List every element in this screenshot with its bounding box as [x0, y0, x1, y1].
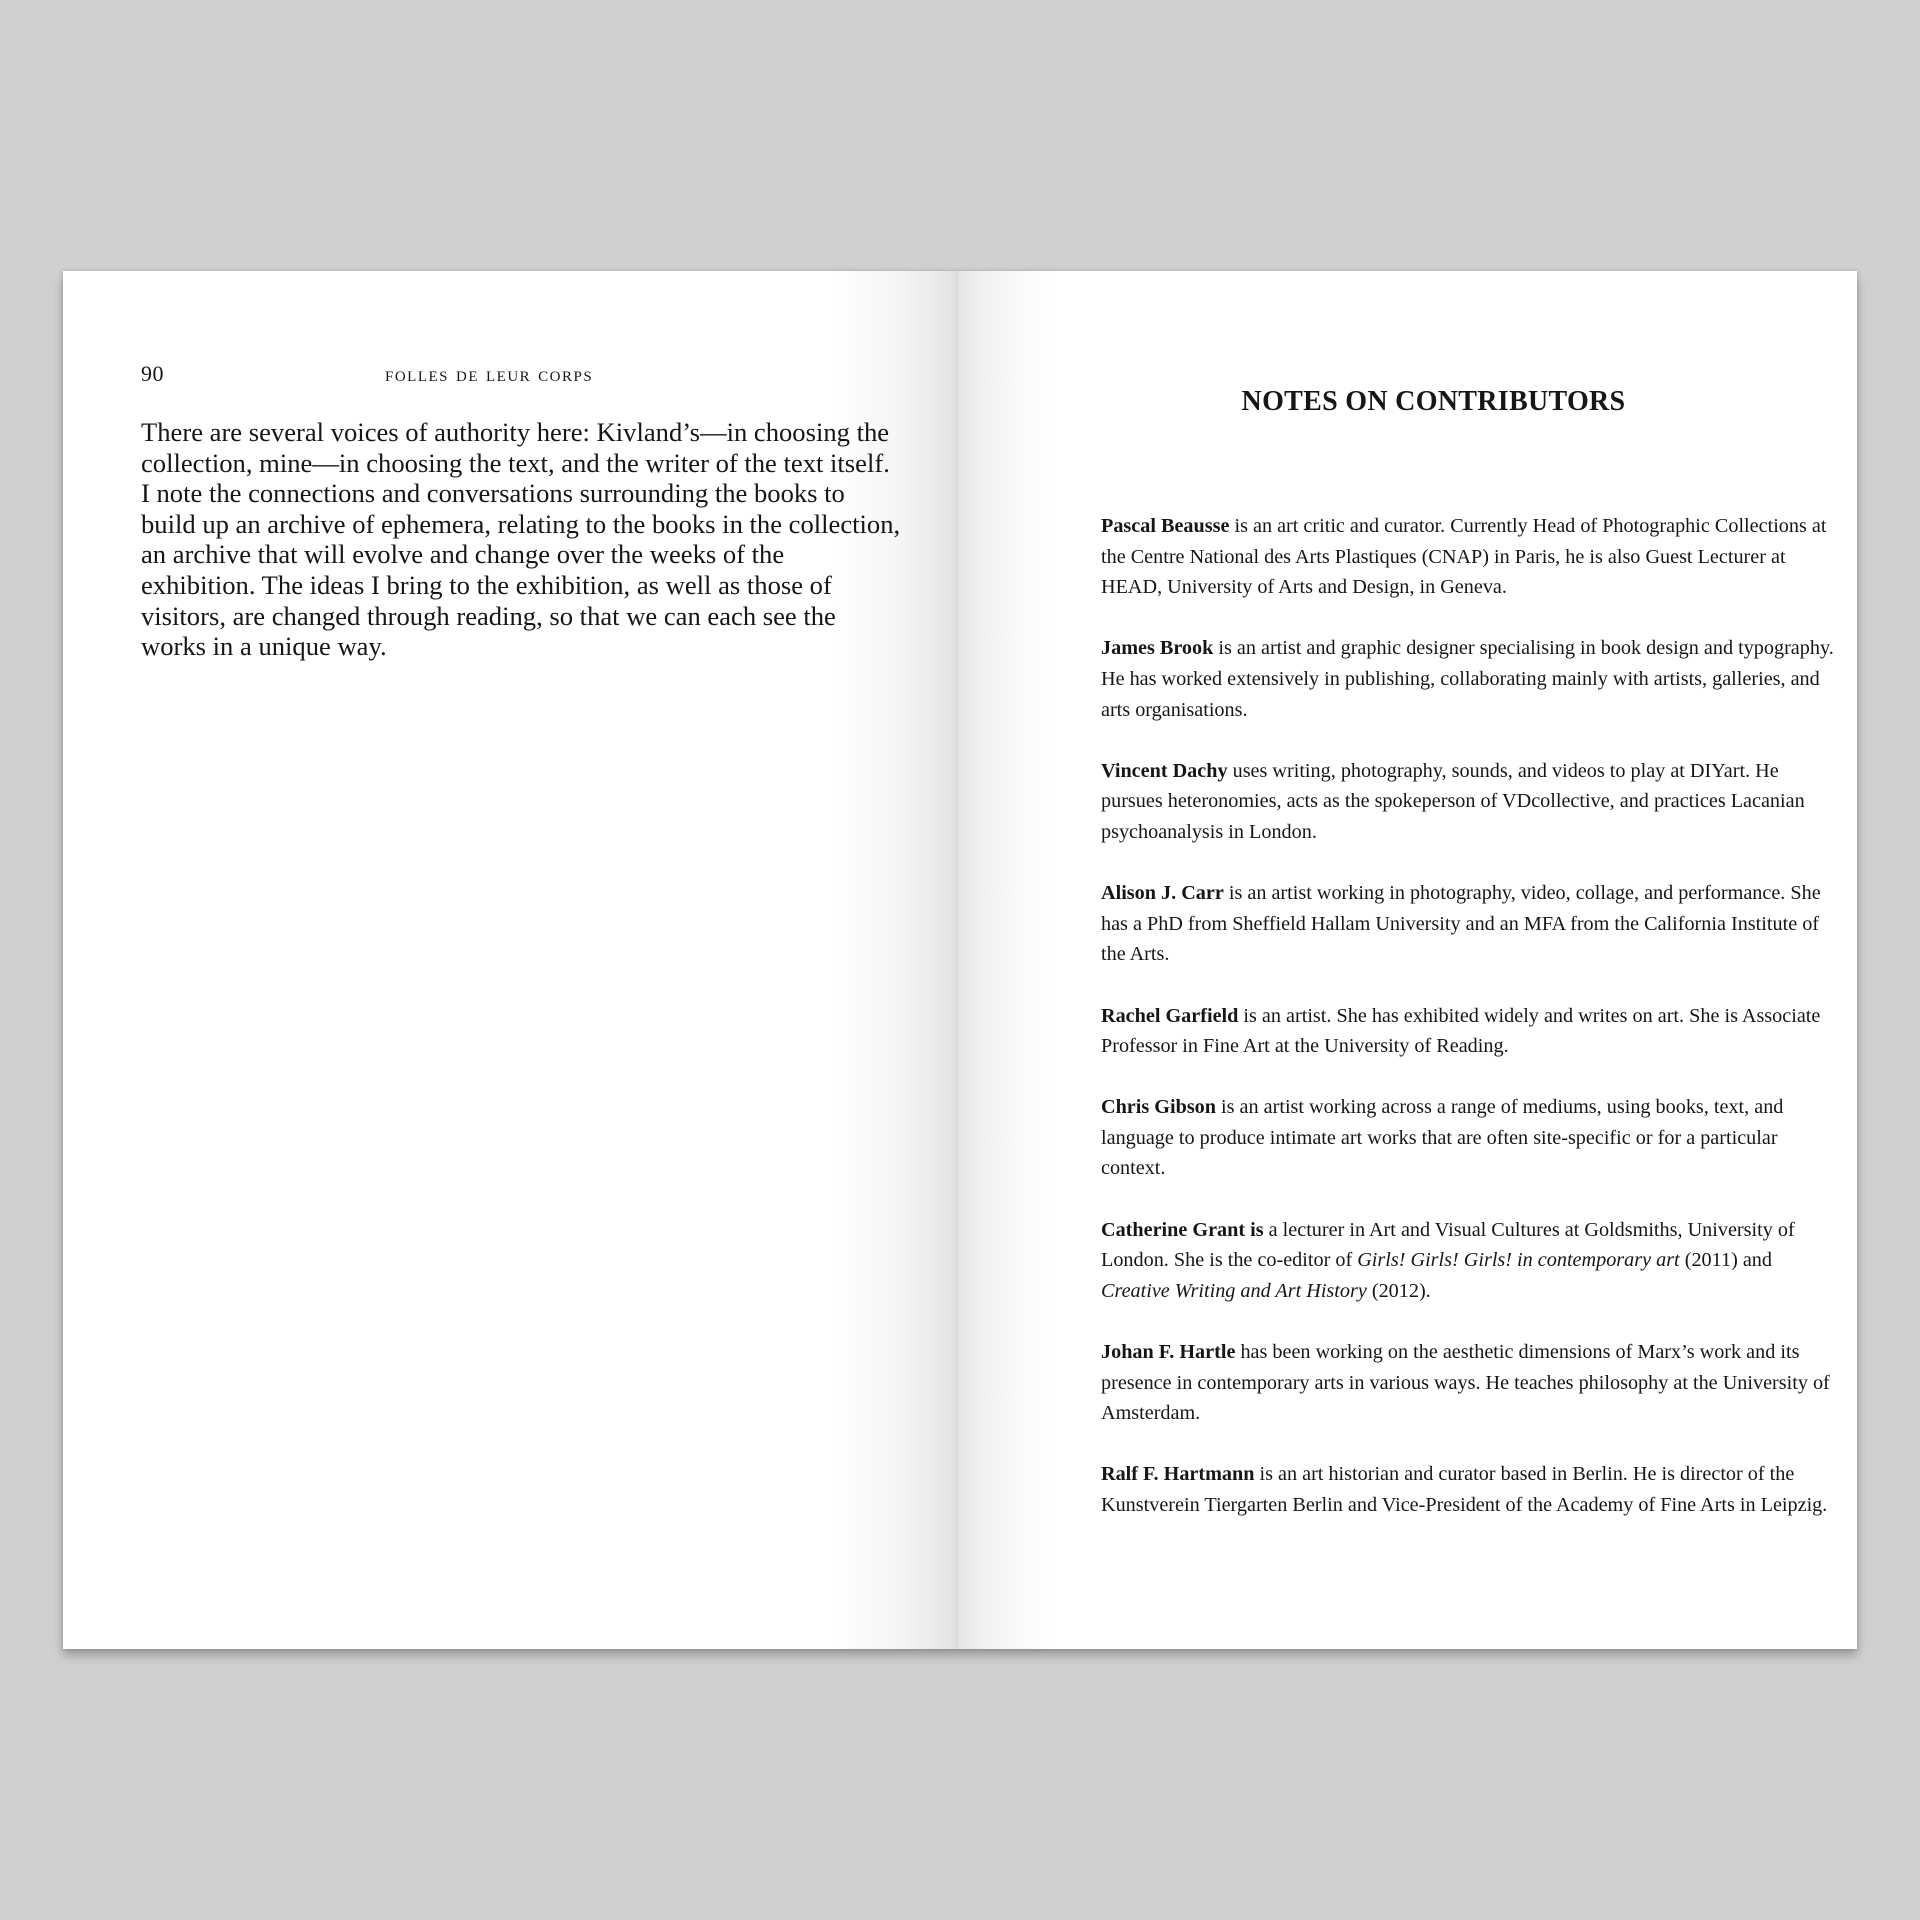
book-title: Girls! Girls! Girls! in contemporary art: [1357, 1249, 1680, 1272]
page-number: 90: [141, 361, 164, 386]
contributor-text: is an artist and graphic designer specialising in book design and typography. He has worked extensively in publishing, collaborating mainly with artists, galleries, and arts organisations.: [1101, 637, 1834, 721]
contributor-text: uses writing, photography, sounds, and videos to play at DIYart. He pursues heteronomies, acts as the spokeperson of VDcollective, and practices Lacanian psychoanalysis in London.: [1101, 759, 1805, 843]
right-page: [958, 271, 1857, 1649]
contributor-bio: [1101, 511, 1841, 603]
contributor-text: is an art historian and curator based in Berlin. He is director of the Kunstverein Tiergarten Berlin and Vice-President of the Academy of Fine Arts in Leipzig.: [1101, 1463, 1828, 1516]
contributor-bio: [1101, 1459, 1841, 1520]
contributor-bio: [1101, 756, 1841, 848]
contributor-bio: [1101, 633, 1841, 725]
contributor-text: a lecturer in Art and Visual Cultures at Goldsmiths, University of London. She is the co-editor of: [1101, 1218, 1795, 1272]
contributor-name: Alison J. Carr: [1101, 882, 1224, 905]
contributor-bio: [1101, 1337, 1841, 1429]
book-spread: [63, 271, 1857, 1649]
contributor-name: Rachel Garfield: [1101, 1004, 1239, 1027]
contributor-text: is an artist working across a range of mediums, using books, text, and language to produce intimate art works that are often site-specific or for a particular context.: [1101, 1096, 1784, 1180]
contributor-text: is an art critic and curator. Currently Head of Photographic Collections at the Centre National des Arts Plastiques (CNAP) in Paris, he is also Guest Lecturer at HEAD, University of Arts and Design, in Geneva.: [1101, 515, 1827, 599]
body-paragraph: There are several voices of authority here: Kivland’s—in choosing the collection, mine—in choosing the text, and the writer of the text itself. I note the connections and conversations surrounding the books to build up an archive of ephemera, relating to the books in the collection, an archive that will evolve and change over the weeks of the exhibition. The ideas I bring to the exhibition, as well as those of visitors, are changed through reading, so that we can each see the works in a unique way.: [141, 417, 901, 662]
contributor-text: (2012).: [1366, 1279, 1431, 1302]
contributor-name: Pascal Beausse: [1101, 515, 1230, 537]
contributor-bio: [1101, 1092, 1841, 1184]
contributor-bio: [1101, 1001, 1841, 1062]
contributor-text: is an artist. She has exhibited widely and writes on art. She is Associate Professor in Fine Art at the University of Reading.: [1101, 1004, 1821, 1058]
contributor-bio: [1101, 1215, 1841, 1307]
contributor-list: [1101, 511, 1841, 1551]
contributor-name: Johan F. Hartle: [1101, 1341, 1236, 1364]
contributor-name: Vincent Dachy: [1101, 759, 1228, 782]
contributor-text: is an artist working in photography, video, collage, and performance. She has a PhD from Sheffield Hallam University and an MFA from the California Institute of the Arts.: [1101, 882, 1821, 966]
left-page: [63, 271, 958, 1649]
running-title: folles de leur corps: [385, 361, 594, 386]
contributor-name: James Brook: [1101, 637, 1214, 660]
contributor-name: Ralf F. Hartmann: [1101, 1463, 1255, 1486]
contributor-bio: [1101, 878, 1841, 970]
contributor-name: Chris Gibson: [1101, 1096, 1216, 1119]
contributor-name: Catherine Grant is: [1101, 1218, 1264, 1241]
book-title: Creative Writing and Art History: [1101, 1279, 1367, 1302]
section-heading: NOTES ON CONTRIBUTORS: [1241, 386, 1626, 417]
contributor-text: (2011) and: [1679, 1249, 1772, 1272]
contributor-text: has been working on the aesthetic dimensions of Marx’s work and its presence in contemporary arts in various ways. He teaches philosophy at the University of Amsterdam.: [1101, 1341, 1830, 1425]
running-head: [141, 361, 901, 391]
